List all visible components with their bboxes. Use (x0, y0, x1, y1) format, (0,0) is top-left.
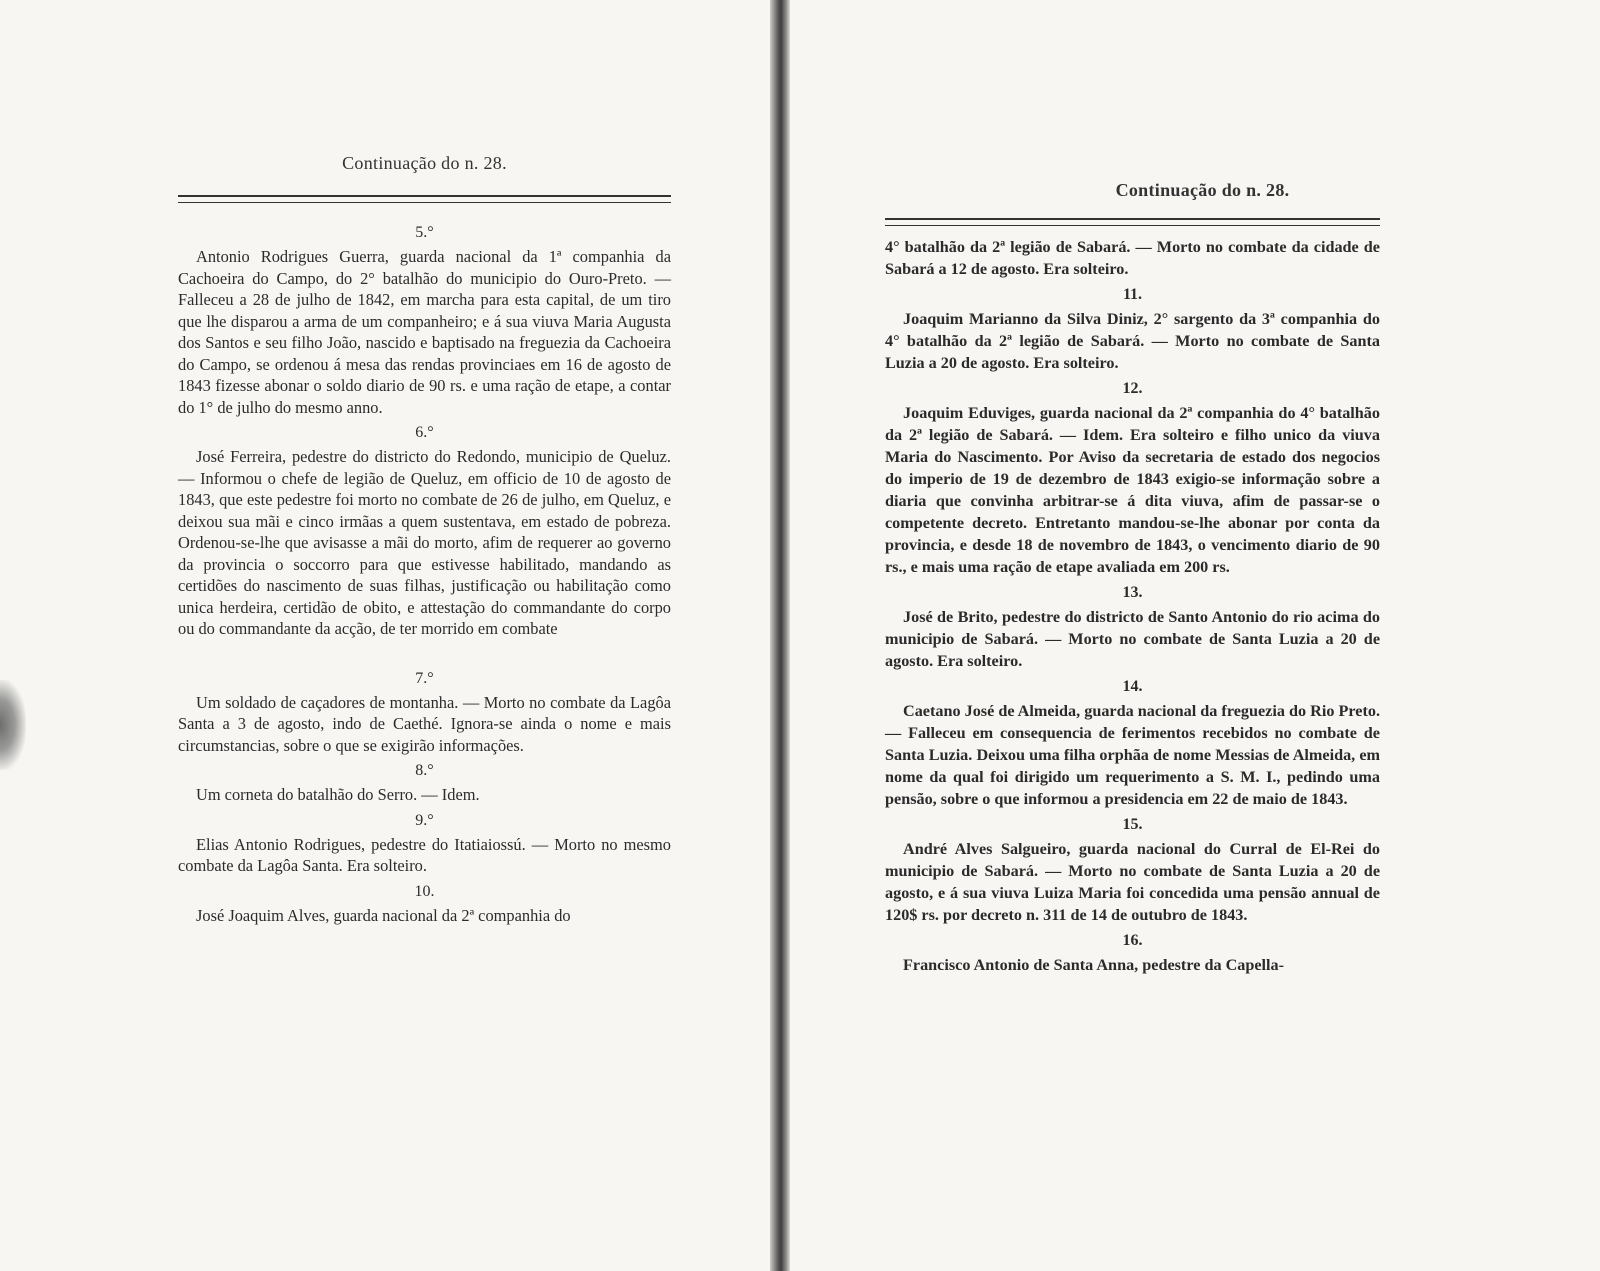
right-page (790, 0, 1600, 1271)
header-rule (885, 218, 1380, 226)
entry-number: 6.° (415, 424, 434, 441)
entry-text: Elias Antonio Rodrigues, pedestre do Itatiaiossú. — Morto no mesmo combate da Lagôa Santa. Era solteiro. (178, 834, 671, 875)
entry-text: André Alves Salgueiro, guarda nacional do Curral de El-Rei do municipio de Sabará. — Morto no combate de Santa Luzia a 20 de agosto, e á sua viuva Luiza Maria foi concedida uma pensão annual de 120$ rs. por decreto n. 311 de 14 de outubro de 1843. (885, 840, 1380, 924)
entry-number: 10. (414, 882, 435, 900)
entry-number: 15. (1122, 816, 1143, 833)
entry-text: Francisco Antonio de Santa Anna, pedestre da Capella- (903, 956, 1285, 974)
book-gutter (770, 0, 790, 1271)
entry-number: 14. (1122, 678, 1143, 695)
entry-text: 4° batalhão da 2ª legião de Sabará. — Morto no combate da cidade de Sabará a 12 de agosto. Era solteiro. (885, 238, 1380, 278)
entry-text: José Ferreira, pedestre do districto do Redondo, municipio de Queluz. — Informou o chefe de legião de Queluz, em officio de 10 de agosto de 1843, que este pedestre foi morto no combate de 26 de julho, em Queluz, e deixou sua mãi e cinco irmãas a quem sustentava, em estado de pobreza. Ordenou-se-lhe que avisasse a mãi do morto, afim de requerer ao governo da provincia o soccorro para que estivesse habilitado, mandando as certidões do nascimento de suas filhas, justificação ou habilitação como unica herdeira, certidão de obito, e attestação do commandante do corpo ou do commandante da acção, de ter morrido em combate (178, 447, 671, 638)
running-head: Continuação do n. 28. (1115, 180, 1290, 200)
text-column (885, 236, 1380, 982)
running-head: Continuação do n. 28. (342, 153, 507, 173)
entry-number: 9.° (415, 811, 434, 829)
entry-text: Um soldado de caçadores de montanha. — Morto no combate da Lagôa Santa a 3 de agosto, indo de Caethé. Ignora-se ainda o nome e mais circumstancias, sobre o que se exigirão informações. (178, 692, 671, 755)
entry-text: Joaquim Eduviges, guarda nacional da 2ª companhia do 4° batalhão da 2ª legião de Sabará. — Idem. Era solteiro e filho unico da viuva Maria do Nascimento. Por Aviso da secretaria de estado dos negocios do imperio de 19 de dezembro de 1843 exigio-se informação sobre a diaria que convinha arbitrar-se á dita viuva, afim de passar-se o competente decreto. Entretanto mandou-se-lhe abonar por conta da provincia, e desde 18 de novembro de 1843, o vencimento diario de 90 rs., e mais uma ração de etape avaliada em 200 rs. (885, 404, 1380, 576)
left-page (0, 0, 770, 1271)
entry-number: 7.° (415, 669, 434, 687)
page-stain (0, 680, 26, 770)
entry-text: José Joaquim Alves, guarda nacional da 2ª companhia do (196, 905, 571, 925)
entry-number: 12. (1122, 380, 1143, 397)
text-column (178, 218, 671, 932)
entry-text: Um corneta do batalhão do Serro. — Idem. (196, 785, 480, 804)
entry-number: 16. (1122, 932, 1143, 949)
entry-number: 11. (1122, 286, 1143, 303)
entry-text: José de Brito, pedestre do districto de Santo Antonio do rio acima do municipio de Sabará. — Morto no combate de Santa Luzia a 20 de agosto. Era solteiro. (885, 608, 1380, 670)
entry-text: Joaquim Marianno da Silva Diniz, 2° sargento da 3ª companhia do 4° batalhão da 2ª legião de Sabará. — Morto no combate de Santa Luzia a 20 de agosto. Era solteiro. (885, 310, 1380, 372)
entry-number: 8.° (415, 762, 434, 779)
entry-number: 5.° (415, 224, 434, 241)
header-rule (178, 195, 671, 203)
spacer (178, 646, 671, 664)
entry-number: 13. (1122, 584, 1143, 601)
entry-text: Antonio Rodrigues Guerra, guarda nacional da 1ª companhia da Cachoeira do Campo, do 2° batalhão do municipio do Ouro-Preto. — Falleceu a 28 de julho de 1842, em marcha para esta capital, de um tiro que lhe disparou a arma de um companheiro; e á sua viuva Maria Augusta dos Santos e seu filho João, nascido e baptisado na freguezia da Cachoeira do Campo, se ordenou á mesa das rendas provinciaes em 16 de agosto de 1843 fizesse abonar o soldo diario de 90 rs. e uma ração de etape, a contar do 1° de julho do mesmo anno. (178, 247, 671, 417)
entry-text: Caetano José de Almeida, guarda nacional da freguezia do Rio Preto. — Falleceu em consequencia de ferimentos recebidos no combate de Santa Luzia. Deixou uma filha orphãa de nome Messias de Almeida, em nome da qual foi dirigido um requerimento a S. M. I., pedindo uma pensão, sobre o que informou a presidencia em 22 de maio de 1843. (885, 702, 1380, 808)
